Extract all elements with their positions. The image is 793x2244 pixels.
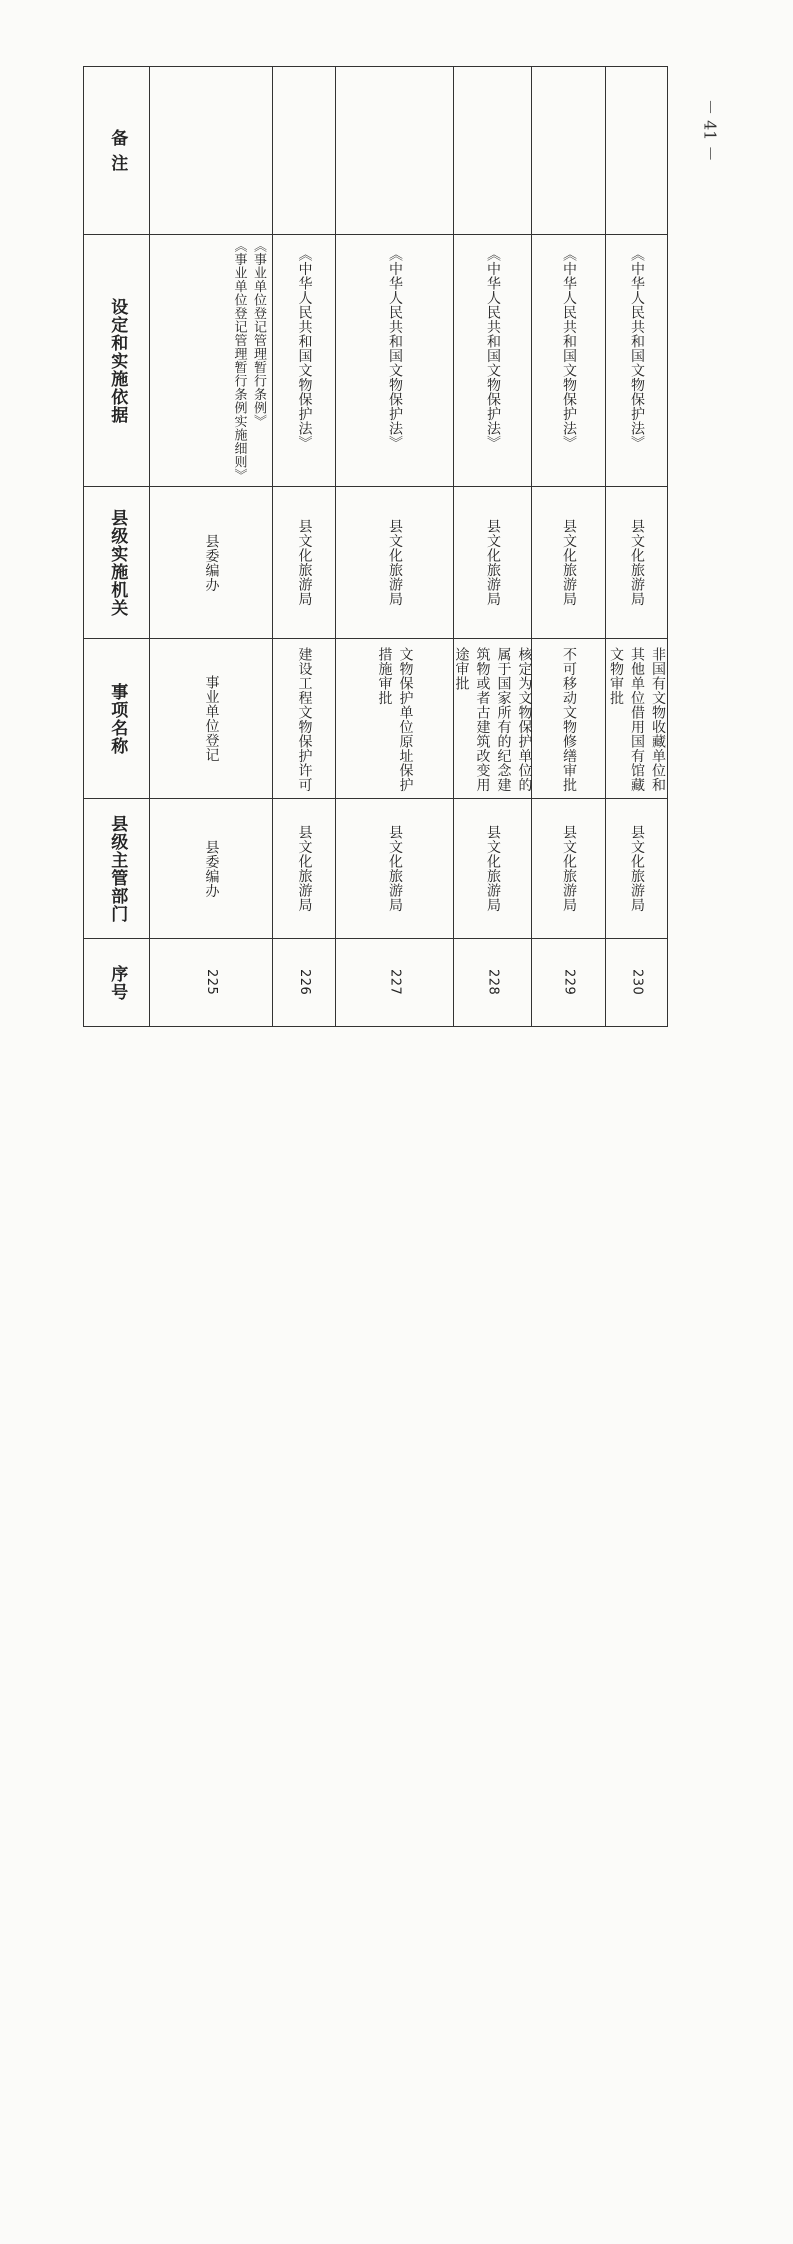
row-remark: [84, 67, 668, 235]
cell-agency-228: 县文化旅游局: [485, 519, 501, 606]
cell-basis-230: 《中华人民共和国文物保护法》: [629, 247, 645, 450]
cell-item-228: 核定为文物保护单位的属于国家所有的纪念建筑物或者古建筑改变用途审批: [453, 647, 533, 792]
row-dept: [84, 799, 668, 939]
header-basis: 设定和实施依据: [107, 297, 128, 424]
cell-item-229: 不可移动文物修缮审批: [561, 647, 577, 792]
cell-seq-228: 228: [485, 969, 501, 996]
header-dept: 县级主管部门: [107, 814, 128, 923]
cell-seq-226: 226: [296, 969, 312, 996]
cell-agency-226: 县文化旅游局: [296, 519, 313, 606]
cell-agency-230: 县文化旅游局: [629, 519, 645, 606]
cell-seq-227: 227: [387, 969, 403, 996]
cell-item-226: 建设工程文物保护许可: [296, 647, 313, 792]
header-seq: 序号: [107, 964, 128, 1001]
cell-dept-226: 县文化旅游局: [296, 825, 313, 912]
header-remark-cell: [84, 67, 150, 235]
cell-basis-227: 《中华人民共和国文物保护法》: [387, 247, 403, 450]
cell-agency-225: 县委编办: [203, 533, 220, 592]
row-item: [84, 639, 668, 799]
cell-dept-229: 县文化旅游局: [561, 825, 577, 912]
cell-remark-228: [454, 67, 532, 235]
header-item: 事项名称: [107, 682, 128, 755]
cell-remark-230: [606, 67, 668, 235]
cell-remark-225: [150, 67, 273, 235]
cell-seq-229: 229: [561, 969, 577, 996]
items-table: [83, 66, 668, 1027]
cell-remark-227: [336, 67, 454, 235]
cell-dept-225: 县委编办: [203, 839, 220, 898]
page-number: － 41 －: [700, 98, 720, 162]
row-basis: [84, 235, 668, 487]
cell-item-230: 非国有文物收藏单位和其他单位借用国有馆藏文物审批: [608, 647, 666, 792]
cell-remark-226: [273, 67, 336, 235]
cell-dept-230: 县文化旅游局: [629, 825, 645, 912]
cell-basis-229: 《中华人民共和国文物保护法》: [561, 247, 577, 450]
cell-basis-228: 《中华人民共和国文物保护法》: [485, 247, 501, 450]
cell-agency-227: 县文化旅游局: [387, 519, 403, 606]
header-remark: 备 注: [107, 129, 128, 172]
cell-agency-229: 县文化旅游局: [561, 519, 577, 606]
row-seq: [84, 939, 668, 1027]
cell-item-227: 文物保护单位原址保护措施审批: [376, 647, 414, 792]
row-agency: [84, 487, 668, 639]
cell-dept-228: 县文化旅游局: [485, 825, 501, 912]
cell-seq-230: 230: [629, 969, 645, 996]
cell-dept-227: 县文化旅游局: [387, 825, 403, 912]
cell-seq-225: 225: [203, 969, 219, 996]
cell-basis-226: 《中华人民共和国文物保护法》: [296, 247, 313, 450]
cell-basis-225: 《事业单位登记管理暂行条例》 《事业单位登记管理暂行条例实施细则》: [231, 239, 266, 482]
cell-remark-229: [532, 67, 606, 235]
cell-item-225: 事业单位登记: [203, 675, 220, 762]
header-agency: 县级实施机关: [107, 508, 128, 617]
